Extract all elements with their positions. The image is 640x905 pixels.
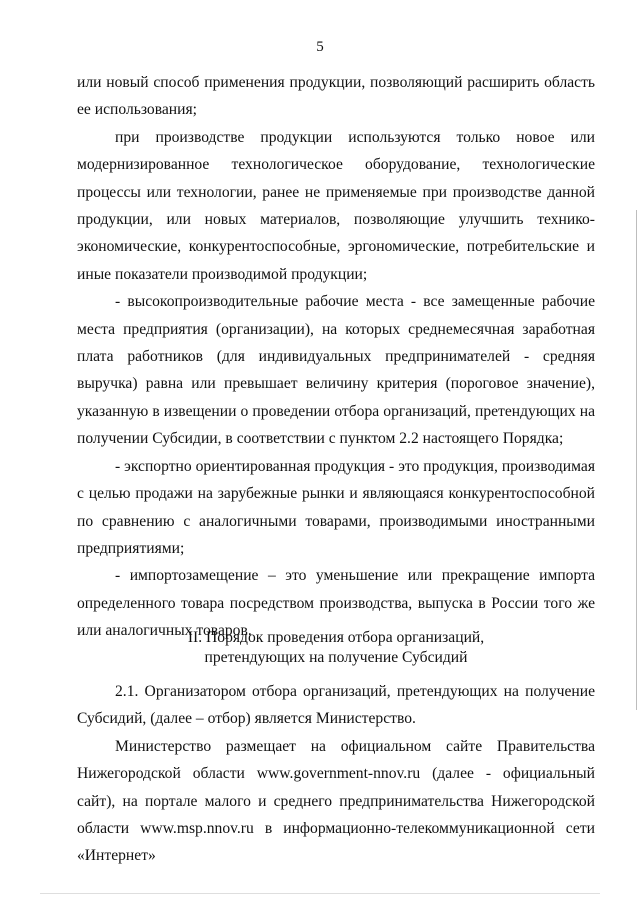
section-heading-line-1: II. Порядок проведения отбора организаций, (187, 629, 485, 646)
body-text-bottom (77, 678, 595, 870)
paragraph-import-substitution: - импортозамещение – это уменьшение или прекращение импорта определенного товара посредством производства, выпуска в России того же или аналогичных товаров. (77, 567, 595, 640)
paragraph-continuation: или новый способ применения продукции, позволяющий расширить область ее использования; (77, 74, 595, 119)
body-text-top (77, 69, 595, 645)
scan-edge-bottom (40, 893, 600, 894)
paragraph-production: при производстве продукции используются только новое или модернизированное технологическое оборудование, технологические процессы или технологии, ранее не применяемые при производстве данной продукции, или новых материалов, позволяющие улучшить технико-экономические, конкурентоспособные, эргономические, потребительские и иные показатели производимой продукции; (77, 128, 595, 283)
paragraph-high-performance-jobs: - высокопроизводительные рабочие места - все замещенные рабочие места предприятия (организации), на которых среднемесячная заработная плата работников (для индивидуальных предпринимателей - средняя выручка) равна или превышает величину критерия (пороговое значение), указанную в извещении о проведении отбора организаций, претендующих на получении Субсидии, в соответствии с пунктом 2.2 настоящего Порядка; (77, 293, 595, 448)
paragraph-organizer: 2.1. Организатором отбора организаций, претендующих на получение Субсидий, (далее – отбор) является Министерство. (77, 683, 595, 728)
paragraph-export-products: - экспортно ориентированная продукция - это продукция, производимая с целью продажи на зарубежные рынки и являющаяся конкурентоспособной по сравнению с аналогичными товарами, производимыми иностранными предприятиями; (77, 457, 595, 557)
section-heading-line-2: претендующих на получение Субсидий (204, 649, 468, 666)
page-number: 5 (316, 39, 324, 55)
section-heading (77, 628, 595, 668)
scan-edge-right (636, 210, 637, 710)
paragraph-ministry-publishes: Министерство размещает на официальном сайте Правительства Нижегородской области www.government-nnov.ru (далее - официальный сайт), на портале малого и среднего предпринимательства Нижегородской области www.msp.nnov.ru в информационно-телекоммуникационной сети «Интернет» (77, 737, 595, 865)
